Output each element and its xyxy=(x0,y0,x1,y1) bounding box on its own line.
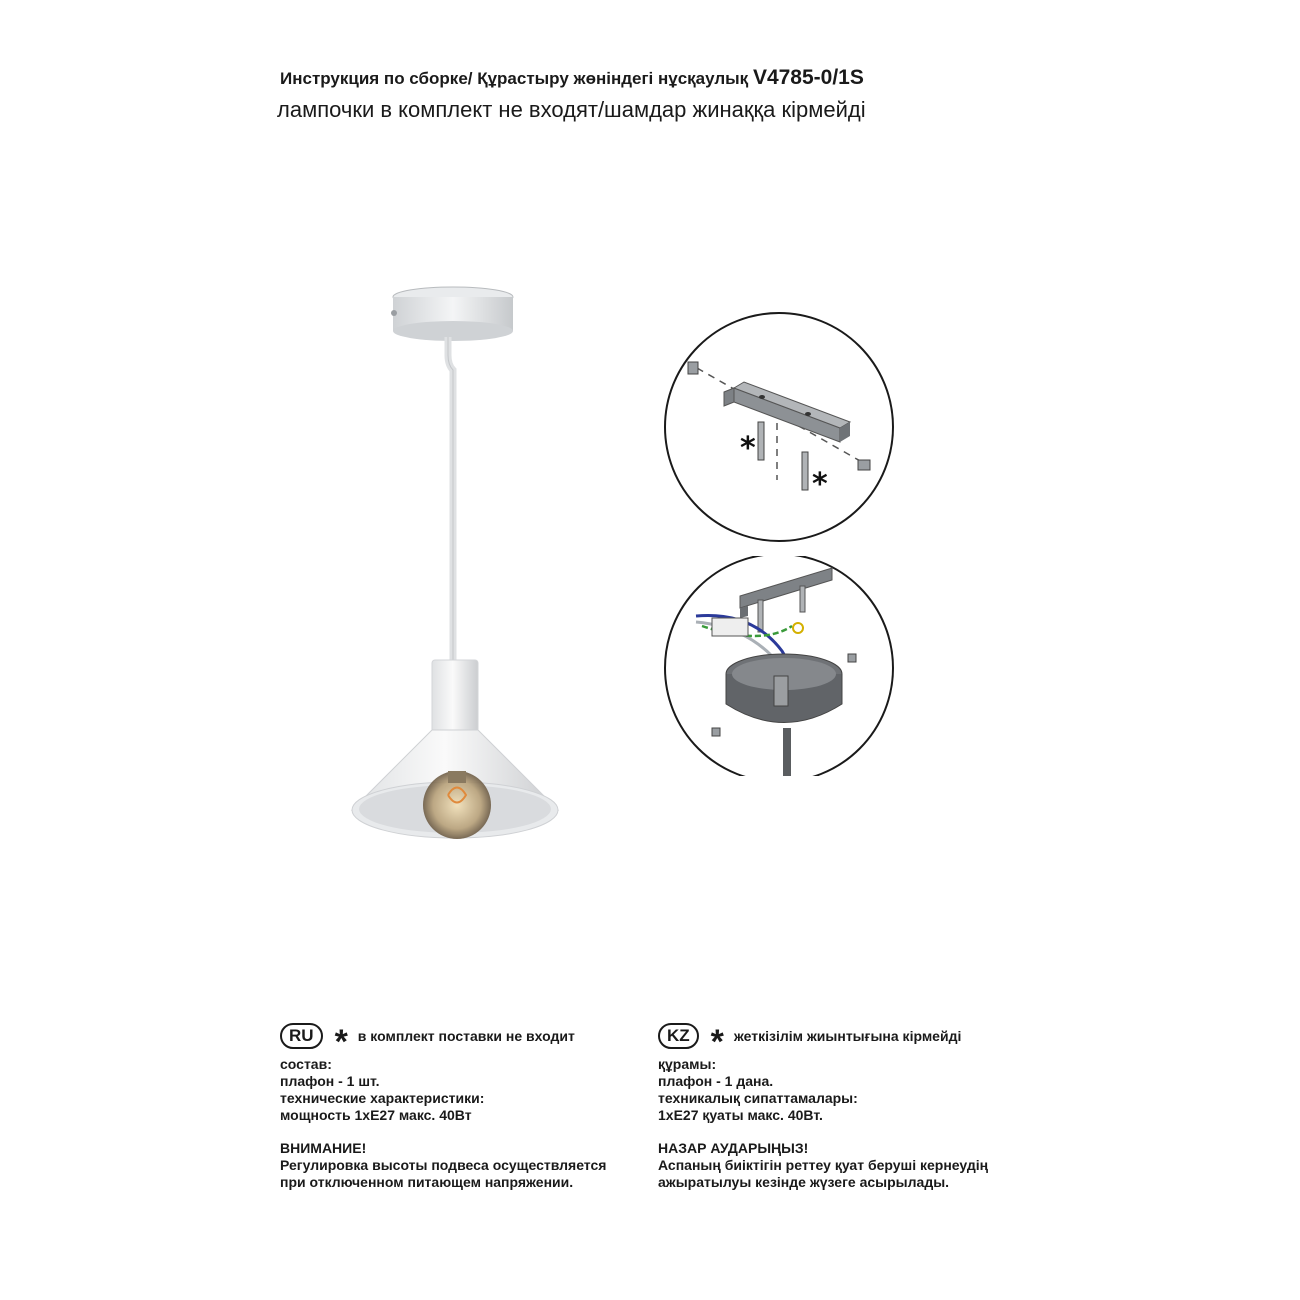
asterisk-icon: * xyxy=(334,1023,348,1061)
ru-not-included-note: в комплект поставки не входит xyxy=(357,1027,575,1044)
pendant-lamp-illustration xyxy=(330,275,600,855)
ru-warning-title: ВНИМАНИЕ! xyxy=(280,1140,367,1156)
kz-spec-line: құрамы: xyxy=(658,1056,717,1072)
wiring-detail-illustration xyxy=(662,556,902,776)
ru-spec-line: плафон - 1 шт. xyxy=(280,1073,380,1089)
kz-spec-line: техникалық сипаттамалары: xyxy=(658,1090,858,1106)
ru-section xyxy=(280,1020,660,1191)
ru-warning-line: Регулировка высоты подвеса осуществляется xyxy=(280,1157,607,1173)
ru-language-badge: RU xyxy=(280,1023,323,1049)
kz-spec-line: 1хЕ27 қуаты макс. 40Вт. xyxy=(658,1107,823,1123)
document-subtitle: лампочки в комплект не входят/шамдар жинаққа кірмейді xyxy=(277,97,866,122)
kz-language-badge: KZ xyxy=(658,1023,699,1049)
kz-warning-title: НАЗАР АУДАРЫҢЫЗ! xyxy=(658,1140,809,1156)
title-text: Инструкция по сборке/ Құрастыру жөніндегі нұсқаулық xyxy=(280,69,749,88)
kz-warning-line: ажыратылуы кезінде жүзеге асырылады. xyxy=(658,1174,950,1190)
kz-heading xyxy=(658,1020,1038,1061)
kz-not-included-note: жеткізілім жиынтығына кірмейді xyxy=(733,1027,962,1044)
kz-warning-line: Аспаның биіктігін реттеу қуат беруші кернеудің xyxy=(658,1157,989,1173)
bracket-detail-illustration xyxy=(662,310,902,550)
document-title xyxy=(280,66,864,90)
ru-spec-line: состав: xyxy=(280,1056,332,1072)
ru-spec-line: технические характеристики: xyxy=(280,1090,485,1106)
kz-spec-line: плафон - 1 дана. xyxy=(658,1073,774,1089)
kz-section xyxy=(658,1020,1038,1191)
ru-heading xyxy=(280,1020,660,1061)
model-number: V4785-0/1S xyxy=(752,66,864,89)
asterisk-icon: * xyxy=(710,1023,724,1061)
asterisk-mark-2: * xyxy=(812,467,828,502)
ru-warning-line: при отключенном питающем напряжении. xyxy=(280,1174,574,1190)
ru-spec-line: мощность 1хЕ27 макс. 40Вт xyxy=(280,1107,472,1123)
asterisk-mark-1: * xyxy=(740,431,756,466)
